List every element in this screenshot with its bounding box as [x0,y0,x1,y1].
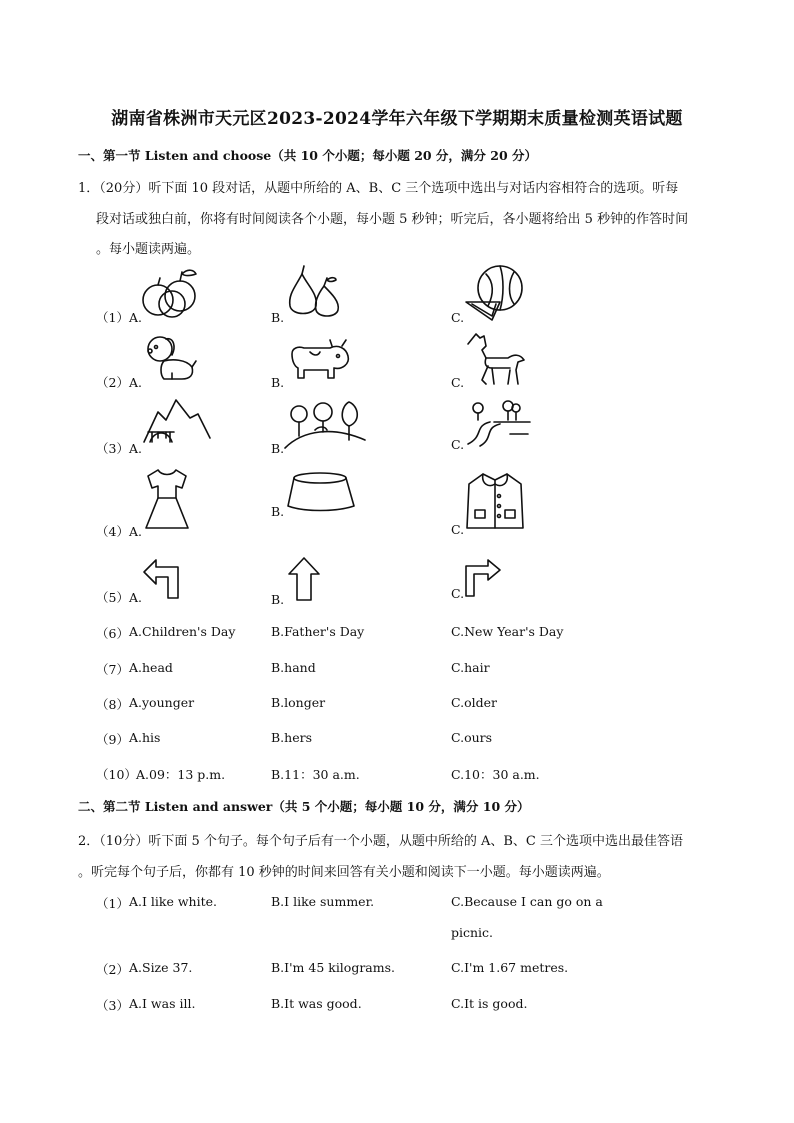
item-4-b-label: B. [271,504,285,519]
item-6-number: （6） [96,626,129,641]
trees-hill-icon [283,400,367,450]
s2-item-3-option-b: B.It was good. [271,996,362,1011]
item-1-a-label: （1）A. [96,310,142,325]
section-1-heading: 一、第一节 Listen and choose（共 10 个小题；每小题 20 分，满分 20 分） [78,148,538,163]
item-4-a-label: （4）A. [96,524,142,539]
page-title: 湖南省株洲市天元区2023-2024学年六年级下学期期末质量检测英语试题 [111,109,683,129]
item-7-option-b: B.hand [271,660,316,675]
item-3-a-label: （3）A. [96,441,142,456]
item-10-number: （10） [96,767,137,782]
mountain-bridge-icon [142,398,212,446]
item-2-b-label: B. [271,375,285,390]
item-4-c-label: C. [451,522,465,537]
item-2-c-label: C. [451,375,465,390]
item-5-b-label: B. [271,592,285,607]
question-2-line-1: 2．（10分）听下面 5 个句子。每个句子后有一个小题，从题中所给的 A、B、C 三个选项中选出最佳答语 [78,834,684,849]
item-8-option-a: A.younger [129,695,195,710]
s2-item-1-number: （1） [96,896,129,911]
item-5-c-label: C. [451,586,465,601]
section-2-heading: 二、第二节 Listen and answer（共 5 个小题；每小题 10 分，满分 10 分） [78,799,530,814]
item-9-number: （9） [96,732,129,747]
item-8-option-b: B.longer [271,695,326,710]
item-6-option-a: A.Children's Day [129,624,236,639]
item-5-a-label: （5）A. [96,590,142,605]
question-1-line-1: 1．（20分）听下面 10 段对话，从题中所给的 A、B、C 三个选项中选出与对话内容相符合的选项。听每 [78,181,679,196]
item-2-a-label: （2）A. [96,375,142,390]
item-8-option-c: C.older [451,695,497,710]
item-7-option-c: C.hair [451,660,490,675]
item-3-b-label: B. [271,441,285,456]
s2-item-1-option-b: B.I like summer. [271,894,375,909]
turn-right-arrow-icon [462,558,502,598]
item-8-number: （8） [96,697,129,712]
item-7-number: （7） [96,662,129,677]
item-10-option-b: B.11：30 a.m. [271,767,360,782]
watermelon-icon [464,262,536,322]
question-1-line-3: 。每小题读两遍。 [96,242,201,257]
s2-item-3-option-a: A.I was ill. [129,996,196,1011]
item-6-option-c: C.New Year's Day [451,624,564,639]
dress-icon [142,468,192,532]
s2-item-3-number: （3） [96,998,129,1013]
coat-icon [463,470,527,534]
s2-item-2-number: （2） [96,962,129,977]
cow-icon [284,336,354,386]
question-2-line-2: 。听完每个句子后，你都有 10 秒钟的时间来回答有关小题和阅读下一小题。每小题读两遍。 [78,865,610,880]
river-trees-icon [464,400,534,448]
horse-icon [462,328,528,388]
s2-item-3-option-c: C.It is good. [451,996,528,1011]
s2-item-2-option-a: A.Size 37. [129,960,193,975]
s2-item-1-option-c: C.Because I can go on a [451,894,603,909]
item-9-option-b: B.hers [271,730,312,745]
item-1-c-label: C. [451,310,465,325]
item-9-option-a: A.his [129,730,161,745]
turn-left-arrow-icon [142,558,182,600]
item-10-option-a: A.09：13 p.m. [136,767,226,782]
s2-item-1-option-c-cont: picnic. [451,925,494,940]
s2-item-2-option-c: C.I'm 1.67 metres. [451,960,569,975]
item-3-c-label: C. [451,437,465,452]
item-1-b-label: B. [271,310,285,325]
question-1-line-2: 段对话或独白前，你将有时间阅读各个小题，每小题 5 秒钟；听完后，各小题将给出 5 秒钟的作答时间 [96,212,689,227]
go-straight-arrow-icon [287,556,321,602]
apples-icon [140,266,202,322]
s2-item-2-option-b: B.I'm 45 kilograms. [271,960,396,975]
item-7-option-a: A.head [129,660,173,675]
s2-item-1-option-a: A.I like white. [129,894,217,909]
item-6-option-b: B.Father's Day [271,624,365,639]
item-9-option-c: C.ours [451,730,493,745]
pears-icon [284,264,346,320]
item-10-option-c: C.10：30 a.m. [451,767,540,782]
dog-icon [142,333,198,385]
hat-icon [284,470,358,516]
